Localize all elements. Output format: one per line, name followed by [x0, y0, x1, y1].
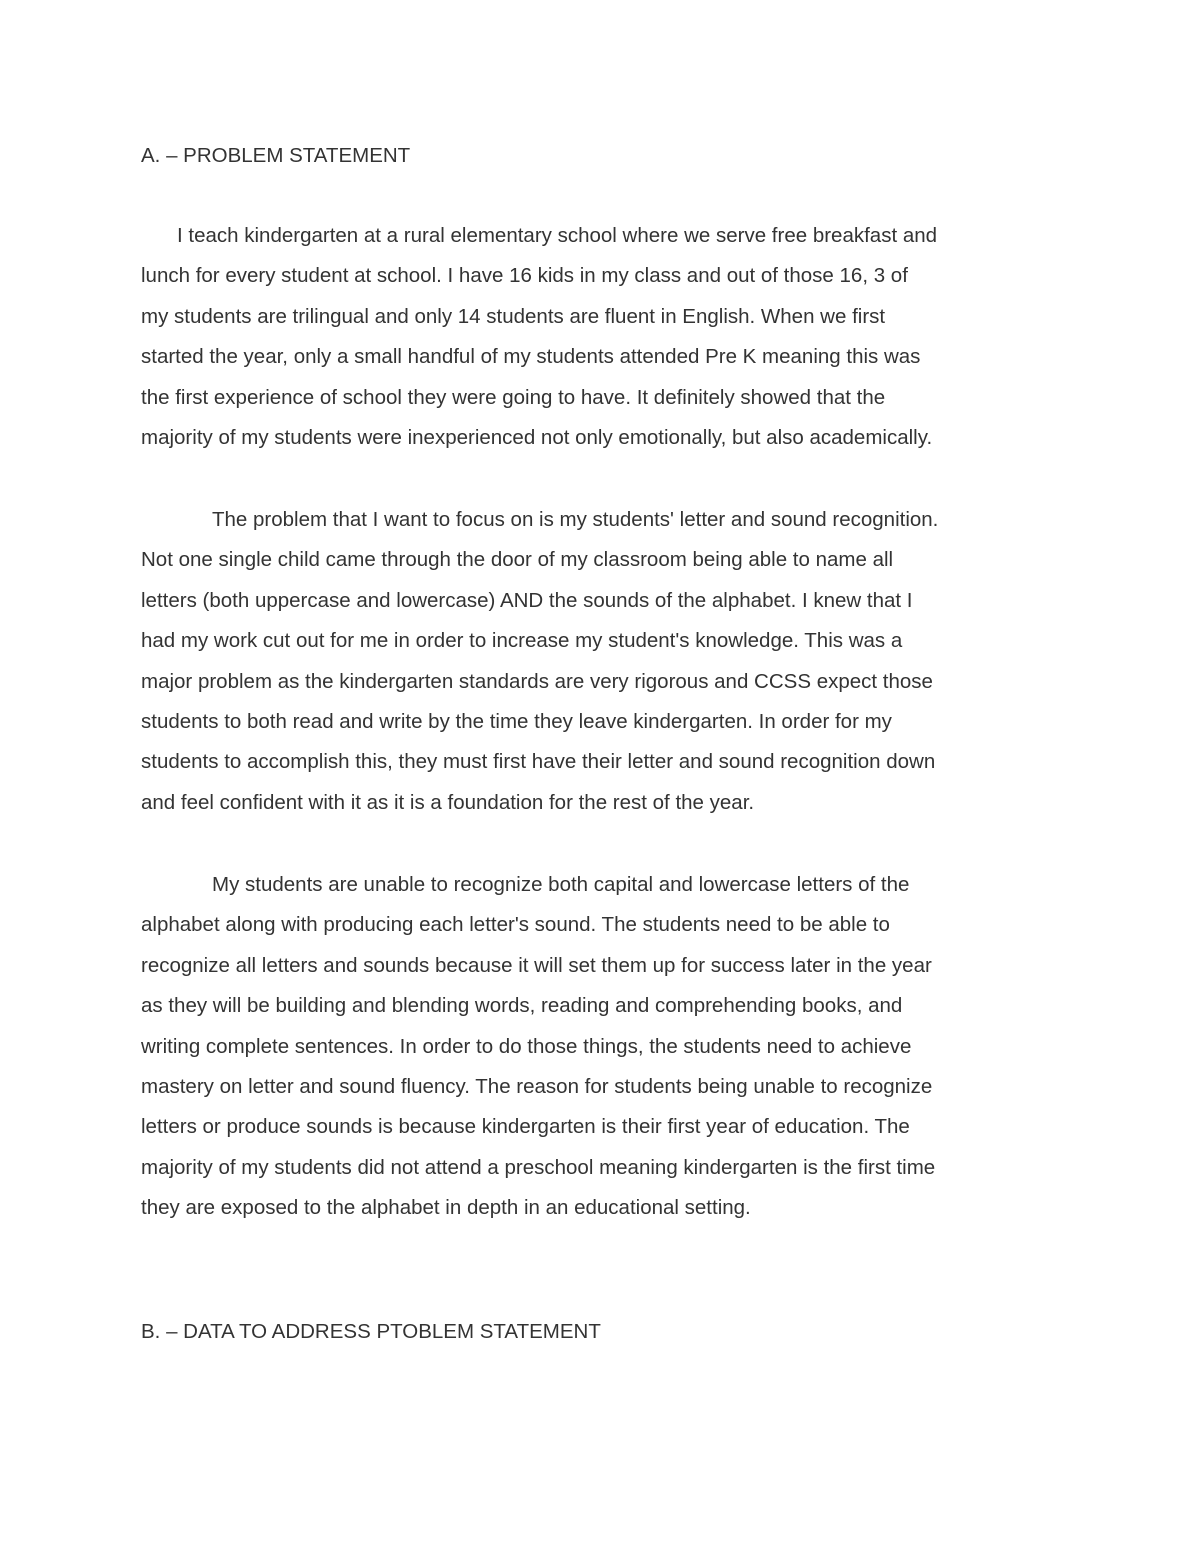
text-line: I teach kindergarten at a rural elementary school where we serve free breakfast and	[177, 224, 938, 247]
section-a-paragraph-2	[141, 500, 1081, 823]
text-line: students to accomplish this, they must first have their letter and sound recognition down	[141, 750, 936, 774]
text-line: the first experience of school they were going to have. It definitely showed that the	[141, 385, 886, 409]
text-line: My students are unable to recognize both capital and lowercase letters of the	[212, 873, 910, 896]
section-a-heading: A. – PROBLEM STATEMENT	[141, 144, 411, 167]
section-a-paragraph-3	[141, 865, 1081, 1229]
text-line: they are exposed to the alphabet in depth in an educational setting.	[141, 1196, 751, 1220]
text-line: lunch for every student at school. I have 16 kids in my class and out of those 16, 3 of	[141, 264, 908, 288]
section-b-heading: B. – DATA TO ADDRESS PTOBLEM STATEMENT	[141, 1320, 601, 1343]
text-line: alphabet along with producing each letter's sound. The students need to be able to	[141, 913, 890, 937]
text-line: my students are trilingual and only 14 students are fluent in English. When we first	[141, 304, 886, 328]
text-line: The problem that I want to focus on is my students' letter and sound recognition.	[212, 508, 939, 531]
text-line: started the year, only a small handful of my students attended Pre K meaning this was	[141, 345, 921, 369]
text-line: letters (both uppercase and lowercase) AND the sounds of the alphabet. I knew that I	[141, 588, 913, 612]
text-line: as they will be building and blending words, reading and comprehending books, and	[141, 994, 903, 1018]
section-a-paragraph-1	[141, 216, 1081, 458]
text-line: students to both read and write by the time they leave kindergarten. In order for my	[141, 709, 892, 733]
text-line: letters or produce sounds is because kindergarten is their first year of education. The	[141, 1115, 910, 1139]
text-line: mastery on letter and sound fluency. The reason for students being unable to recognize	[141, 1074, 933, 1098]
text-line: recognize all letters and sounds because it will set them up for success later in the year	[141, 953, 932, 977]
text-line: majority of my students were inexperienced not only emotionally, but also academically.	[141, 425, 933, 449]
text-line: Not one single child came through the door of my classroom being able to name all	[141, 548, 894, 572]
text-line: majority of my students did not attend a preschool meaning kindergarten is the first time	[141, 1155, 936, 1179]
text-line: writing complete sentences. In order to do those things, the students need to achieve	[141, 1034, 912, 1058]
text-line: and feel confident with it as it is a foundation for the rest of the year.	[141, 790, 755, 814]
text-line: major problem as the kindergarten standards are very rigorous and CCSS expect those	[141, 669, 933, 693]
text-line: had my work cut out for me in order to increase my student's knowledge. This was a	[141, 629, 903, 653]
